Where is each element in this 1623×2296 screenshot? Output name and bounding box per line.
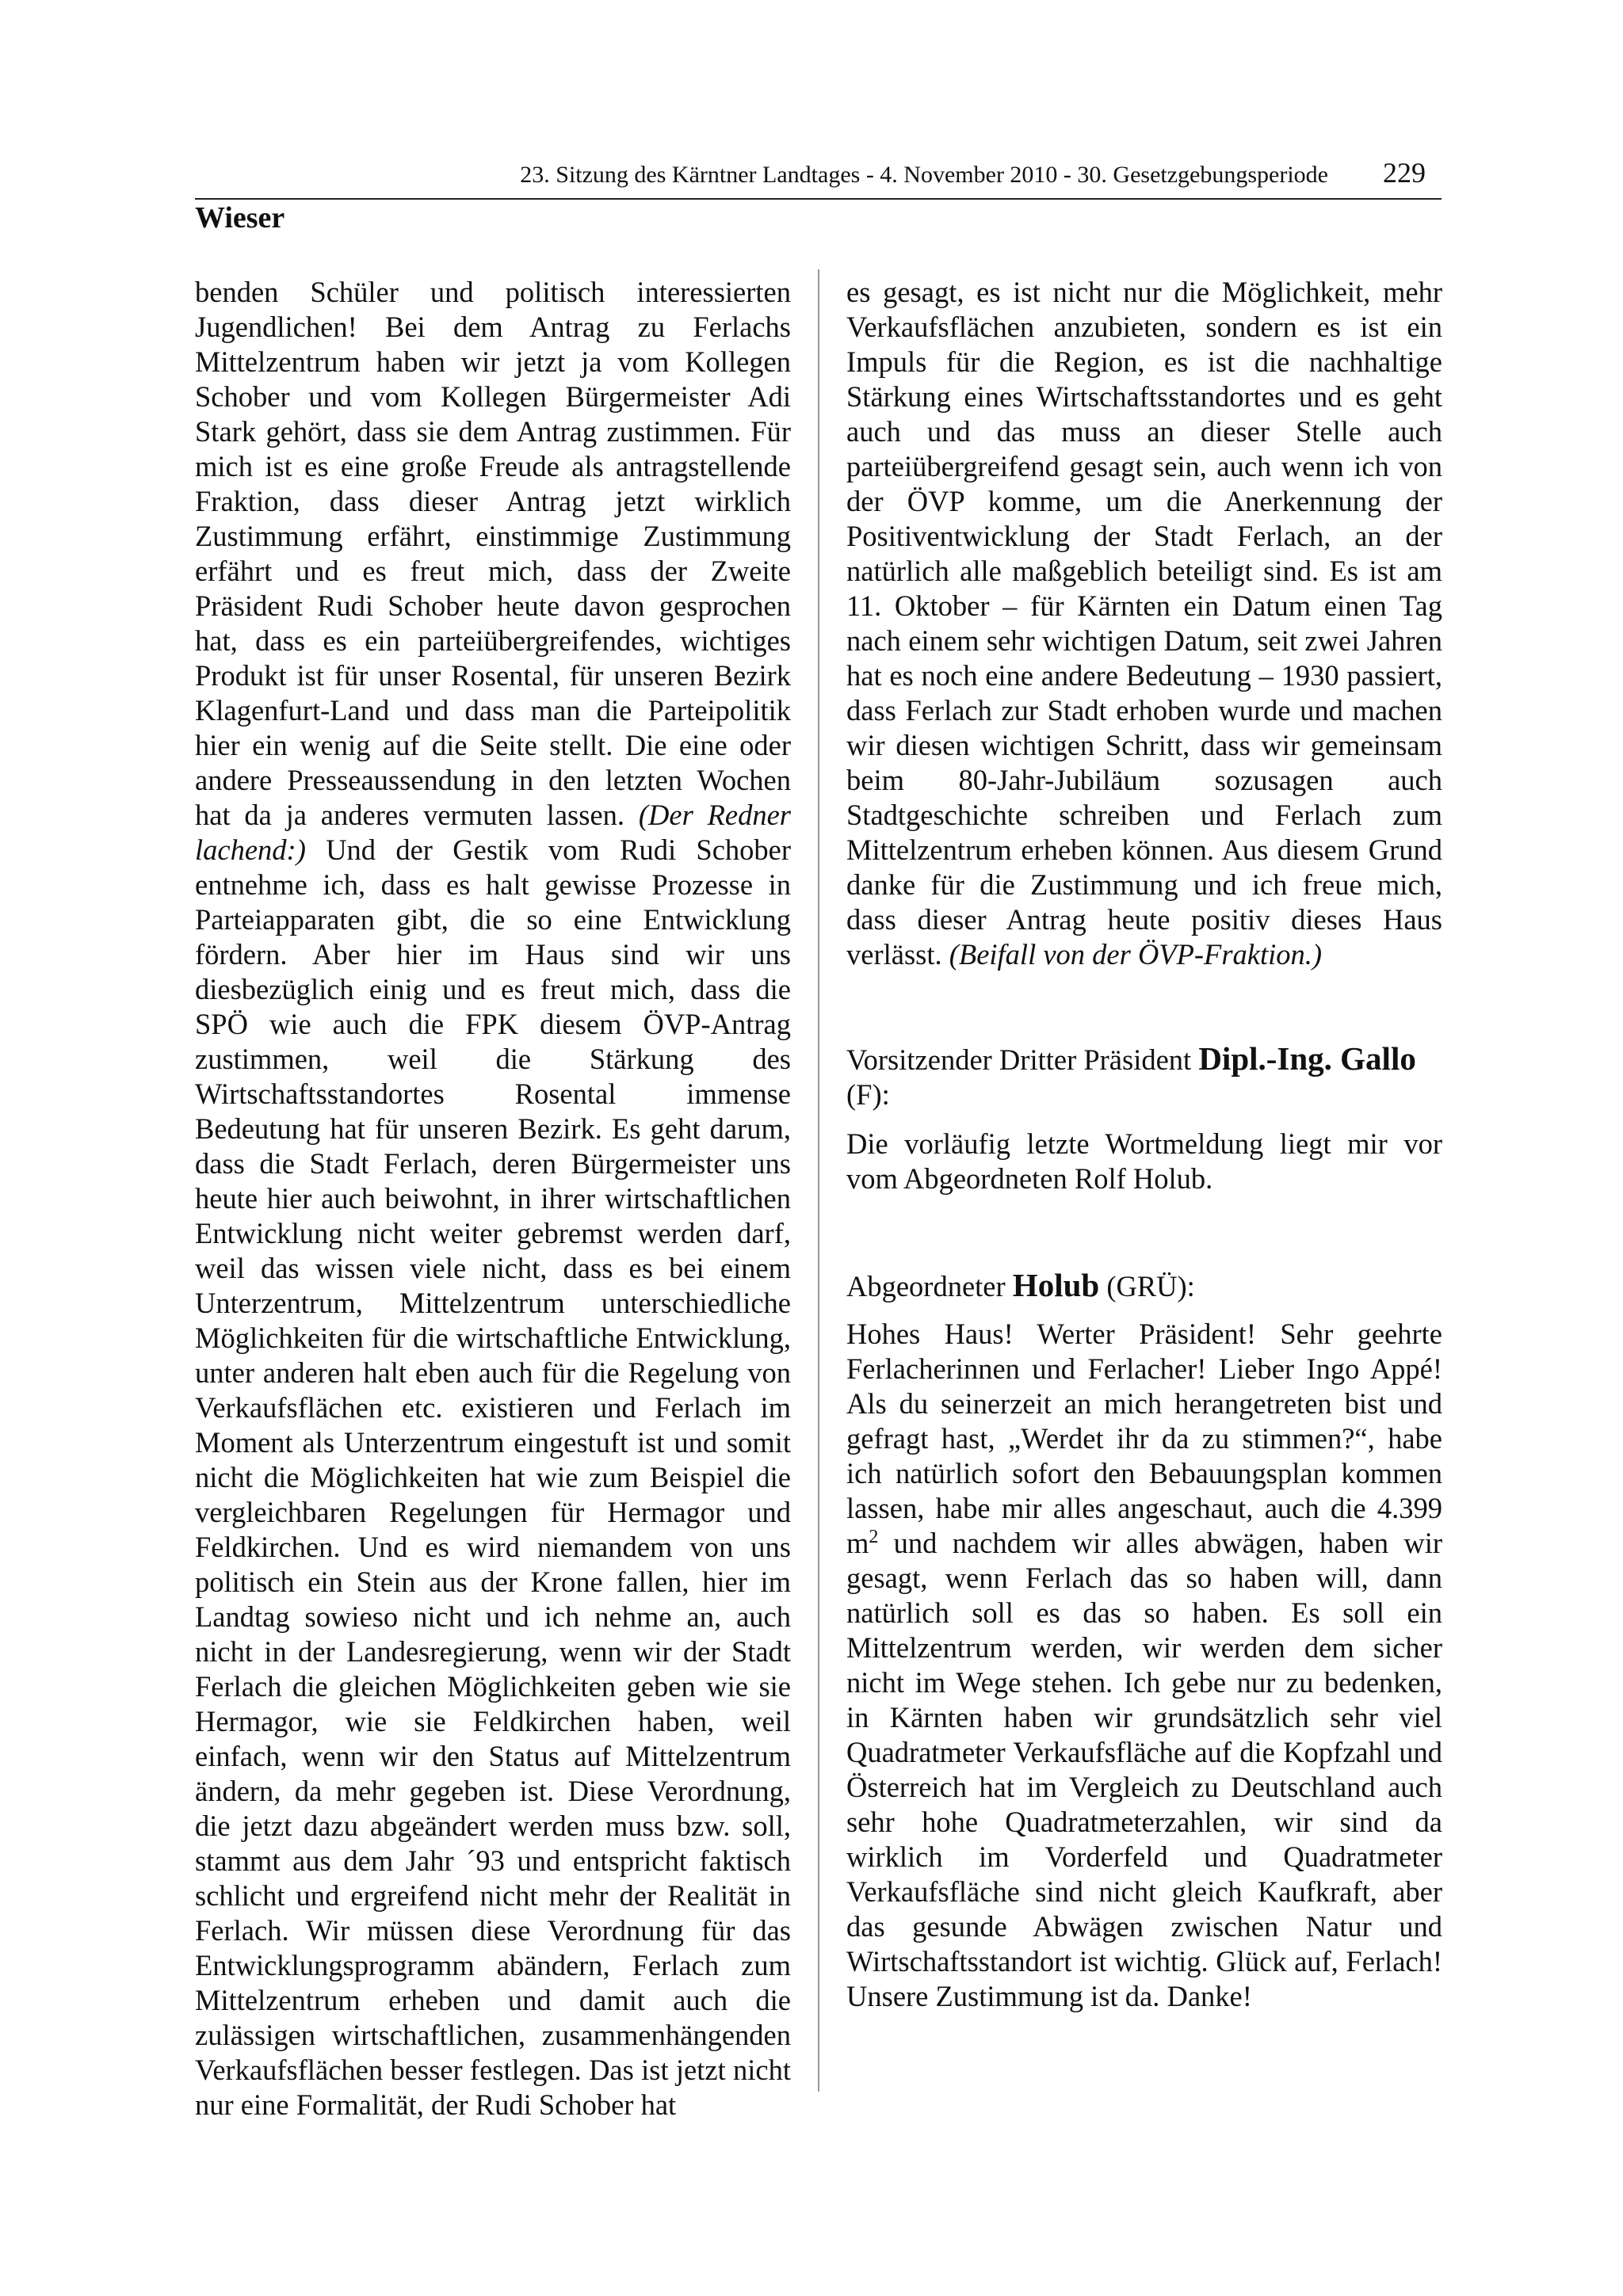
header-rule [195,198,1442,200]
running-header-title: 23. Sitzung des Kärntner Landtages - 4. November 2010 - 30. Gesetzgebungsperiode [520,162,1328,188]
holub-speech-part-1: Hohes Haus! Werter Präsident! Sehr geehrte Ferlacherinnen und Ferlacher! Lieber Ingo Appé! Als du seinerzeit an mich herangetreten bist und gefragt hast, „Werdet ihr da zu stimmen?“, habe ich natürlich sofort den Bebauungsplan kommen lassen, habe mir alles angeschaut, auch die 4.399 m [846,1318,1442,1559]
speech-paragraph-wieser [195,275,791,2122]
superscript-two: 2 [869,1526,879,1547]
speaker-holub-heading [846,1268,1442,1304]
applause-note: (Beifall von der ÖVP-Fraktion.) [949,938,1323,971]
speech-paragraph-continued [846,275,1442,972]
speaker-marginal-name: Wieser [195,201,285,235]
chair-name: Dipl.-Ing. Gallo [1198,1040,1416,1077]
chair-speaker-heading [846,1041,1442,1112]
speaker2-intro: Abgeordneter [846,1270,1006,1302]
chair-party: (F): [846,1078,890,1111]
column-divider [818,269,819,2092]
speech-text-continued: es gesagt, es ist nicht nur die Möglichkeit, mehr Verkaufsflächen anzubieten, sondern es ist ein Impuls für die Region, es ist die nachhaltige Stärkung eines Wirtschaftsstandortes und es geht auch und das muss an dieser Stelle auch parteiübergreifend gesagt sein, auch wenn ich von der ÖVP komme, um die Anerkennung der Positiventwicklung der Stadt Ferlach, an der natürlich alle maßgeblich beteiligt sind. Es ist am 11. Oktober – für Kärnten ein Datum einen Tag nach einem sehr wichtigen Datum, seit zwei Jahren hat es noch eine andere Bedeutung – 1930 passiert, dass Ferlach zur Stadt erhoben wurde und machen wir diesen wichtigen Schritt, dass wir gemeinsam beim 80-Jahr-Jubiläum sozusagen auch Stadtgeschichte schreiben und Ferlach zum Mittelzentrum erheben können. Aus diesem Grund danke für die Zustimmung und ich freue mich, dass dieser Antrag heute positiv dieses Haus verlässt. [846,276,1442,971]
speaker2-party: (GRÜ): [1106,1270,1195,1302]
interjection: (Der Redner lachend:) [195,799,791,866]
chair-intro: Vorsitzender Dritter Präsident [846,1043,1192,1076]
chair-statement: Die vorläufig letzte Wortmeldung liegt mir vor vom Abgeordneten Rolf Holub. [846,1127,1442,1195]
page-number: 229 [1383,157,1426,189]
holub-speech-part-2: und nachdem wir alles abwägen, haben wir gesagt, wenn Ferlach das so haben will, dann natürlich soll es das so haben. Es soll ein Mittelzentrum werden, wir werden dem sicher nicht im Wege stehen. Ich gebe nur zu bedenken, in Kärnten haben wir grundsätzlich sehr viel Quadratmeter Verkaufsfläche auf die Kopfzahl und Österreich hat im Vergleich zu Deutschland auch sehr hohe Quadratmeterzahlen, wir sind da wirklich im Vorderfeld und Quadratmeter Verkaufsfläche sind nicht gleich Kaufkraft, aber das gesunde Abwägen zwischen Natur und Wirtschaftsstandort ist wichtig. Glück auf, Ferlach! Unsere Zustimmung ist da. Danke! [846,1527,1442,2012]
speaker2-name: Holub [1012,1267,1100,1303]
speech-text-part-1: benden Schüler und politisch interessierten Jugendlichen! Bei dem Antrag zu Ferlachs Mittelzentrum haben wir jetzt ja vom Kollegen Schober und vom Kollegen Bürgermeister Adi Stark gehört, dass sie dem Antrag zustimmen. Für mich ist es eine große Freude als antragstellende Fraktion, dass dieser Antrag jetzt wirklich Zustimmung erfährt, einstimmige Zustimmung erfährt und es freut mich, dass der Zweite Präsident Rudi Schober heute davon gesprochen hat, dass es ein parteiübergreifendes, wichtiges Produkt ist für unser Rosental, für unseren Bezirk Klagenfurt-Land und dass man die Parteipolitik hier ein wenig auf die Seite stellt. Die eine oder andere Presseaussendung in den letzten Wochen hat da ja anderes vermuten lassen. [195,276,791,831]
speech-paragraph-holub [846,1317,1442,2014]
left-column [195,275,791,2122]
right-column [846,275,1442,2014]
speech-text-part-2: Und der Gestik vom Rudi Schober entnehme ich, dass es halt gewisse Prozesse in Parteiapparaten gibt, die so eine Entwicklung fördern. Aber hier im Haus sind wir uns diesbezüglich einig und es freut mich, dass die SPÖ wie auch die FPK diesem ÖVP-Antrag zustimmen, weil die Stärkung des Wirtschaftsstandortes Rosental immense Bedeutung hat für unseren Bezirk. Es geht darum, dass die Stadt Ferlach, deren Bürgermeister uns heute hier auch beiwohnt, in ihrer wirtschaftlichen Entwicklung nicht weiter gebremst werden darf, weil das wissen viele nicht, dass es bei einem Unterzentrum, Mittelzentrum unterschiedliche Möglichkeiten für die wirtschaftliche Entwicklung, unter anderen halt eben auch für die Regelung von Verkaufsflächen etc. existieren und Ferlach im Moment als Unterzentrum eingestuft ist und somit nicht die Möglichkeiten hat wie zum Beispiel die vergleichbaren Regelungen für Hermagor und Feldkirchen. Und es wird niemandem von uns politisch ein Stein aus der Krone fallen, hier im Landtag sowieso nicht und ich nehme an, auch nicht in der Landesregierung, wenn wir der Stadt Ferlach die gleichen Möglichkeiten geben wie sie Hermagor, wie sie Feldkirchen haben, weil einfach, wenn wir den Status auf Mittelzentrum ändern, da mehr gegeben ist. Diese Verordnung, die jetzt dazu abgeändert werden muss bzw. soll, stammt aus dem Jahr ´93 und entspricht faktisch schlicht und ergreifend nicht mehr der Realität in Ferlach. Wir müssen diese Verordnung für das Entwicklungsprogramm abändern, Ferlach zum Mittelzentrum erheben und damit auch die zulässigen wirtschaftlichen, zusammenhängenden Verkaufsflächen besser festlegen. Das ist jetzt nicht nur eine Formalität, der Rudi Schober hat [195,833,792,2121]
